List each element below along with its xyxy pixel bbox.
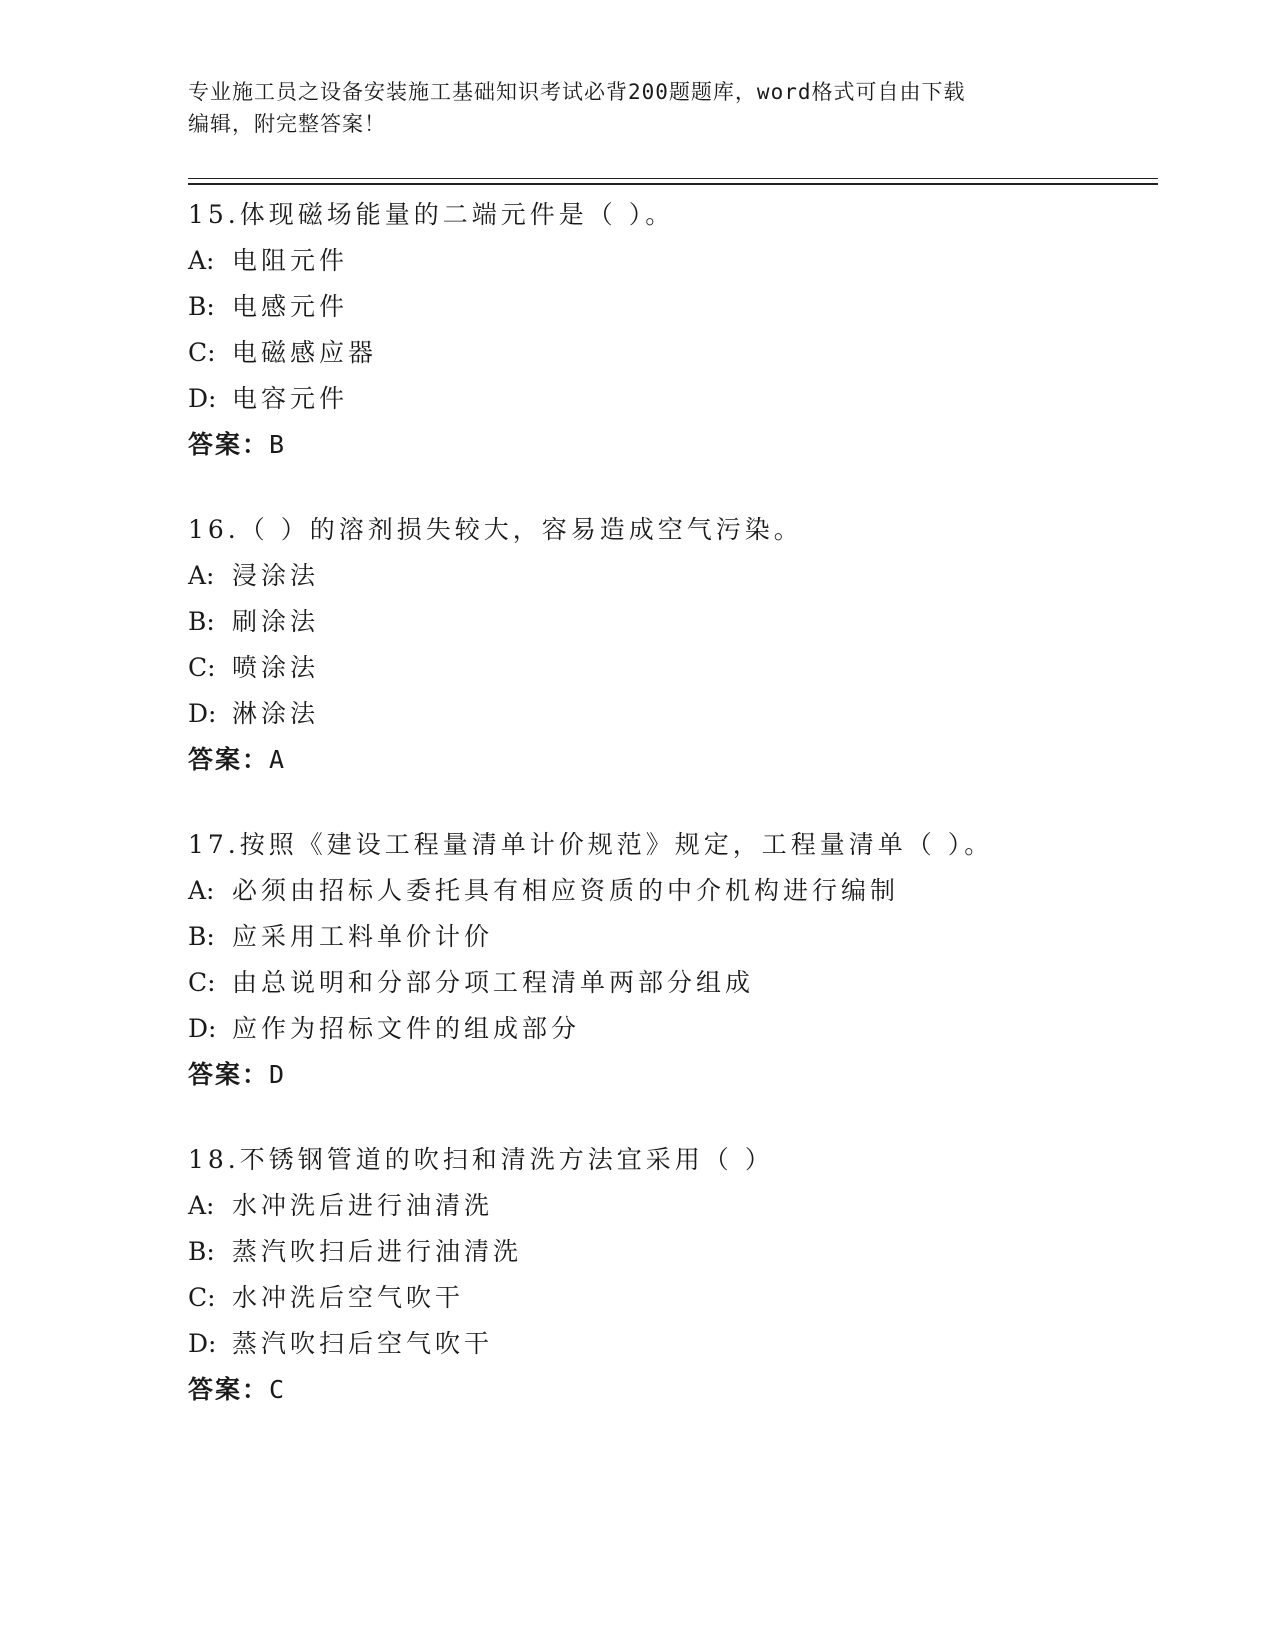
option-text: 刷涂法 bbox=[232, 607, 320, 636]
option-a bbox=[188, 868, 1148, 914]
option-key: A: bbox=[188, 876, 215, 905]
answer-value: A bbox=[269, 745, 285, 774]
document-header bbox=[188, 76, 1088, 140]
option-text: 蒸汽吹扫后进行油清洗 bbox=[232, 1237, 523, 1266]
option-text: 水冲洗后进行油清洗 bbox=[232, 1191, 494, 1220]
question-stem: 17.按照《建设工程量清单计价规范》规定，工程量清单（ ）。 bbox=[188, 830, 994, 859]
answer-label: 答案： bbox=[188, 745, 270, 774]
header-line-2: 编辑，附完整答案！ bbox=[188, 112, 386, 136]
question-stem: 18.不锈钢管道的吹扫和清洗方法宜采用（ ） bbox=[188, 1145, 774, 1174]
option-text: 由总说明和分部分项工程清单两部分组成 bbox=[232, 968, 755, 997]
question-list bbox=[188, 192, 1148, 1452]
answer-value: C bbox=[269, 1375, 285, 1404]
option-key: B: bbox=[188, 922, 215, 951]
option-text: 应作为招标文件的组成部分 bbox=[232, 1014, 581, 1043]
option-key: D: bbox=[188, 1329, 217, 1358]
option-key: A: bbox=[188, 561, 215, 590]
option-text: 喷涂法 bbox=[232, 653, 320, 682]
option-b bbox=[188, 914, 1148, 960]
answer-label: 答案： bbox=[188, 1375, 270, 1404]
option-key: C: bbox=[188, 653, 216, 682]
option-key: D: bbox=[188, 699, 217, 728]
option-text: 浸涂法 bbox=[232, 561, 320, 590]
option-text: 必须由招标人委托具有相应资质的中介机构进行编制 bbox=[232, 876, 900, 905]
option-d bbox=[188, 691, 1148, 737]
option-key: B: bbox=[188, 1237, 215, 1266]
option-text: 电阻元件 bbox=[232, 246, 349, 275]
option-key: B: bbox=[188, 292, 215, 321]
answer-line bbox=[188, 422, 1148, 468]
question-stem: 15.体现磁场能量的二端元件是（ ）。 bbox=[188, 200, 675, 229]
option-d bbox=[188, 376, 1148, 422]
answer-label: 答案： bbox=[188, 430, 270, 459]
option-c bbox=[188, 1275, 1148, 1321]
option-a bbox=[188, 553, 1148, 599]
question-item bbox=[188, 1137, 1148, 1413]
option-a bbox=[188, 238, 1148, 284]
answer-value: D bbox=[269, 1060, 285, 1089]
option-text: 淋涂法 bbox=[232, 699, 320, 728]
option-key: C: bbox=[188, 968, 216, 997]
option-text: 电磁感应器 bbox=[232, 338, 378, 367]
option-b bbox=[188, 599, 1148, 645]
question-item bbox=[188, 507, 1148, 783]
answer-value: B bbox=[269, 430, 285, 459]
option-text: 应采用工料单价计价 bbox=[232, 922, 494, 951]
option-b bbox=[188, 1229, 1148, 1275]
question-item bbox=[188, 822, 1148, 1098]
option-key: C: bbox=[188, 1283, 216, 1312]
answer-line bbox=[188, 1367, 1148, 1413]
option-text: 电感元件 bbox=[232, 292, 349, 321]
option-key: D: bbox=[188, 384, 217, 413]
header-divider-thin bbox=[188, 178, 1158, 179]
header-divider-thick bbox=[188, 183, 1158, 185]
answer-line bbox=[188, 737, 1148, 783]
option-d bbox=[188, 1006, 1148, 1052]
answer-label: 答案： bbox=[188, 1060, 270, 1089]
option-text: 水冲洗后空气吹干 bbox=[232, 1283, 465, 1312]
question-stem: 16.（ ）的溶剂损失较大，容易造成空气污染。 bbox=[188, 515, 803, 544]
option-key: A: bbox=[188, 1191, 215, 1220]
option-c bbox=[188, 960, 1148, 1006]
option-c bbox=[188, 330, 1148, 376]
option-c bbox=[188, 645, 1148, 691]
option-a bbox=[188, 1183, 1148, 1229]
option-text: 蒸汽吹扫后空气吹干 bbox=[232, 1329, 494, 1358]
option-key: D: bbox=[188, 1014, 217, 1043]
option-key: B: bbox=[188, 607, 215, 636]
option-key: C: bbox=[188, 338, 216, 367]
option-b bbox=[188, 284, 1148, 330]
option-key: A: bbox=[188, 246, 215, 275]
option-text: 电容元件 bbox=[232, 384, 349, 413]
answer-line bbox=[188, 1052, 1148, 1098]
header-line-1: 专业施工员之设备安装施工基础知识考试必背200题题库，word格式可自由下载 bbox=[188, 80, 966, 104]
question-item bbox=[188, 192, 1148, 468]
option-d bbox=[188, 1321, 1148, 1367]
